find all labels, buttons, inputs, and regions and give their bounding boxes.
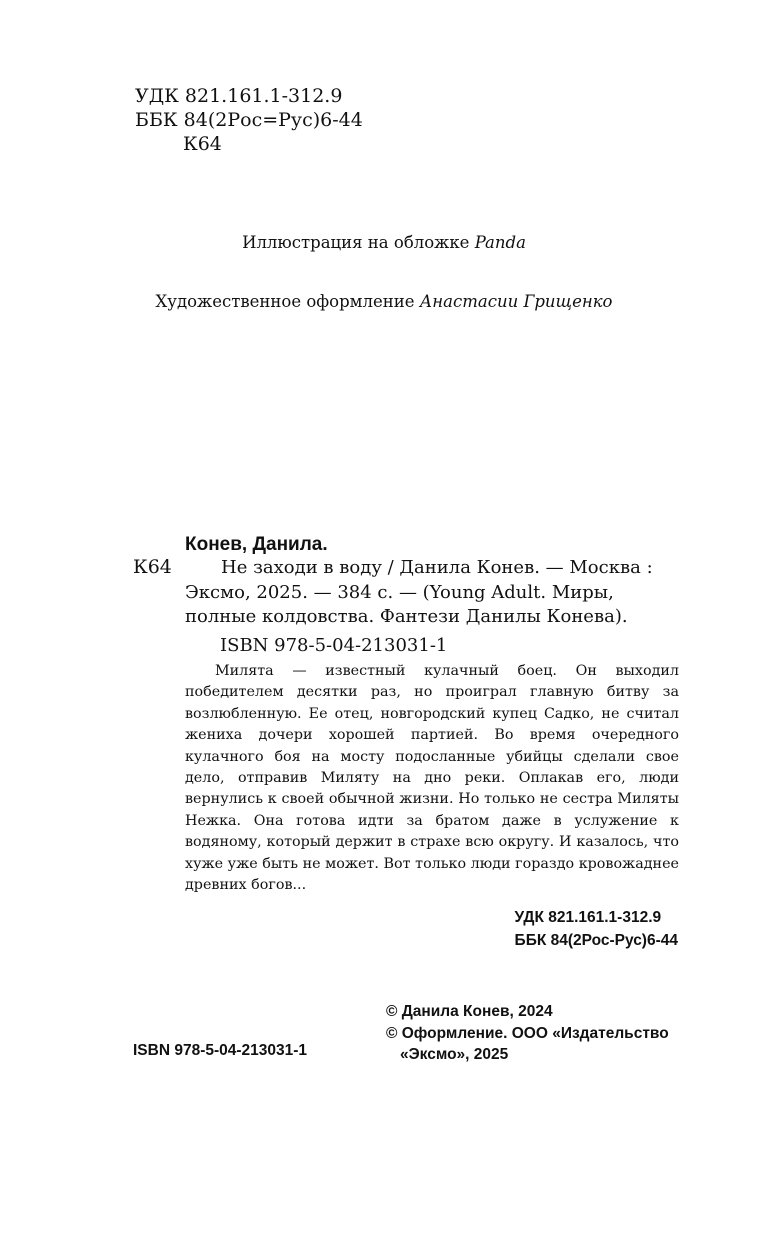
udk-code: УДК 821.161.1-312.9 [135, 85, 343, 107]
catalog-author: Конев, Данила. [185, 534, 328, 555]
catalog-udk: УДК 821.161.1-312.9 [514, 909, 662, 926]
bibliographic-description [185, 556, 678, 630]
design-credit [0, 292, 768, 311]
bib-line: Не заходи в воду / Данила Конев. — Москва : [221, 557, 653, 578]
classification-codes [135, 84, 363, 156]
footer-isbn: ISBN 978-5-04-213031-1 [133, 1042, 308, 1059]
illustration-credit [0, 233, 768, 252]
catalog-isbn: ISBN 978-5-04-213031-1 [220, 635, 448, 656]
design-label: Художественное оформление [155, 292, 415, 311]
illustration-label: Иллюстрация на обложке [242, 233, 470, 252]
designer-name: Анастасии Грищенко [419, 292, 613, 311]
catalog-bbk: ББК 84(2Рос-Рус)6-44 [514, 932, 678, 949]
copyright-design: © Оформление. ООО «Издательство [386, 1024, 669, 1042]
bbk-code: ББК 84(2Рос=Рус)6-44 [135, 109, 363, 131]
bib-line: Эксмо, 2025. — 384 с. — (Young Adult. Миры, [185, 581, 614, 603]
catalog-author-mark: К64 [133, 556, 172, 578]
copyright-design-continued: «Эксмо», 2025 [400, 1046, 509, 1063]
catalog-codes [515, 906, 678, 952]
author-mark: К64 [183, 133, 222, 155]
book-annotation: Милята — известный кулачный боец. Он выходил победителем десятки раз, но проиграл главную битву за возлюбленную. Ее отец, новгородский купец Садко, не считал жениха дочери хорошей партией. Во время очередного кулачного боя на мосту подосланные убийцы сделали свое дело, отправив Миляту на дно реки. Оплакав его, люди вернулись к своей обычной жизни. Но только не сестра Миляты Нежка. Она готова идти за братом даже в услужение к водяному, который держит в страхе всю округу. И казалось, что хуже уже быть не может. Вот только люди гораздо кровожаднее древних богов... [185, 663, 679, 894]
bib-line: полные колдовства. Фантези Данилы Конева). [185, 606, 628, 627]
illustrator-name: Panda [474, 233, 526, 252]
copyright-author: © Данила Конев, 2024 [386, 1003, 553, 1020]
copyright-block [386, 1001, 669, 1066]
